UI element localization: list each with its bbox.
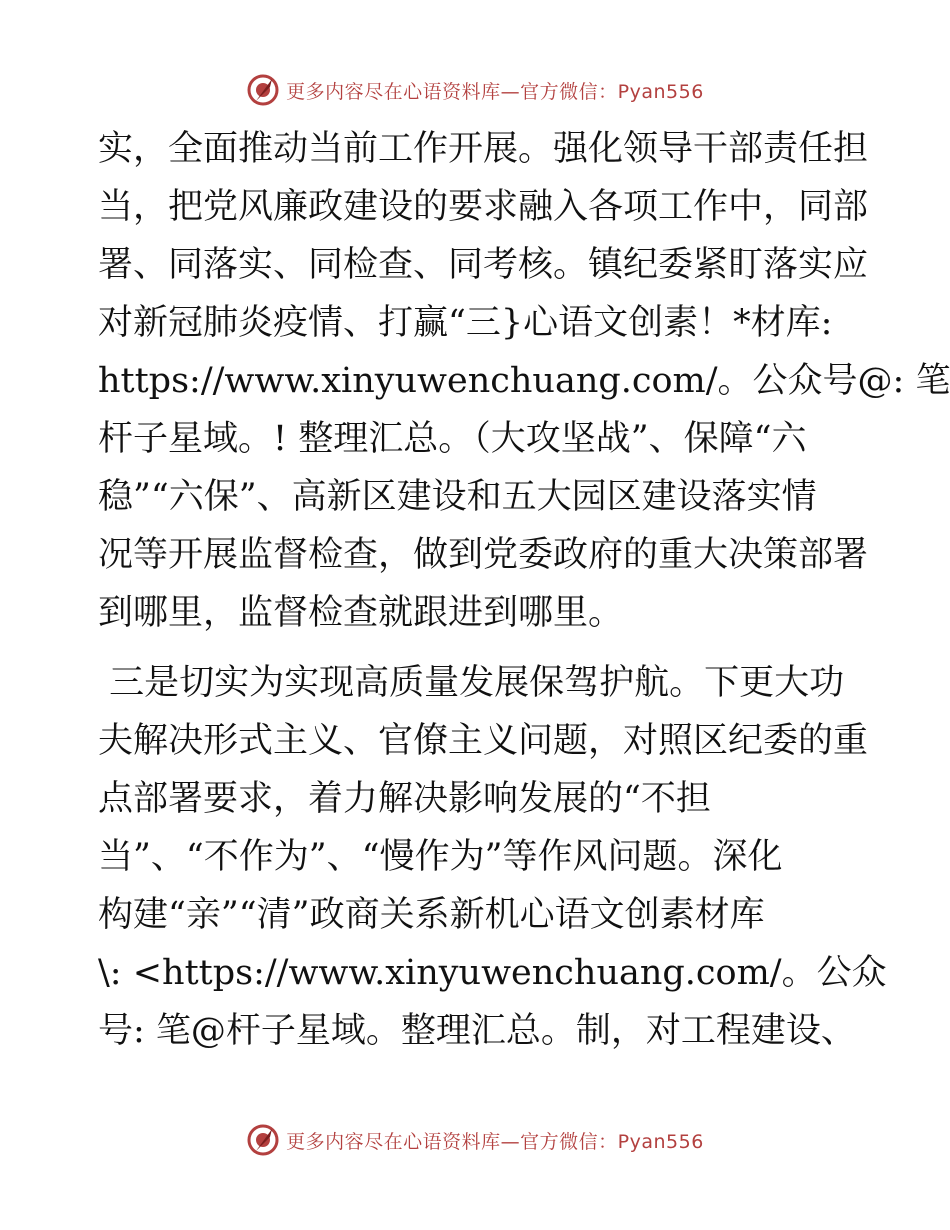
text-line: 夫解决形式主义、官僚主义问题，对照区纪委的重 (98, 721, 869, 761)
text-line: 号: 笔@杆子星域。整理汇总。制，对工程建设、 (98, 1011, 856, 1051)
text-line: 稳”“六保”、高新区建设和五大园区建设落实情 (98, 477, 817, 517)
text-line: 署、同落实、同检查、同考核。镇纪委紧盯落实应 (98, 245, 869, 285)
header-banner-text: 更多内容尽在心语资料库—官方微信：Pyan556 (286, 80, 704, 103)
paragraph-2 (98, 654, 887, 1060)
footer-banner-text: 更多内容尽在心语资料库—官方微信：Pyan556 (286, 1130, 704, 1153)
quill-logo-icon (246, 1123, 280, 1157)
text-line: 实，全面推动当前工作开展。强化领导干部责任担 (98, 129, 869, 169)
text-line: 况等开展监督检查，做到党委政府的重大决策部署 (98, 535, 869, 575)
text-line: 点部署要求，着力解决影响发展的“不担 (98, 779, 711, 819)
text-line: 当，把党风廉政建设的要求融入各项工作中，同部 (98, 187, 869, 227)
text-line: 到哪里，监督检查就跟进到哪里。 (98, 593, 624, 633)
text-line: 三是切实为实现高质量发展保驾护航。下更大功 (98, 663, 845, 703)
text-line: 对新冠肺炎疫情、打赢“三}心语文创素！*材库: (98, 303, 833, 343)
paragraph-1 (98, 120, 950, 642)
text-line: 当”、“不作为”、“慢作为”等作风问题。深化 (98, 837, 783, 877)
text-line: https://www.xinyuwenchuang.com/。公众号@: 笔 (98, 361, 950, 401)
text-line: 杆子星域。! 整理汇总。（大攻坚战”、保障“六 (98, 419, 807, 459)
header-banner (0, 70, 950, 110)
footer-banner (0, 1120, 950, 1160)
quill-logo-icon (246, 73, 280, 107)
text-line: 构建“亲”“清”政商关系新机心语文创素材库 (98, 895, 765, 935)
text-line: \: <https://www.xinyuwenchuang.com/。公众 (98, 953, 887, 993)
document-body (98, 120, 950, 1060)
